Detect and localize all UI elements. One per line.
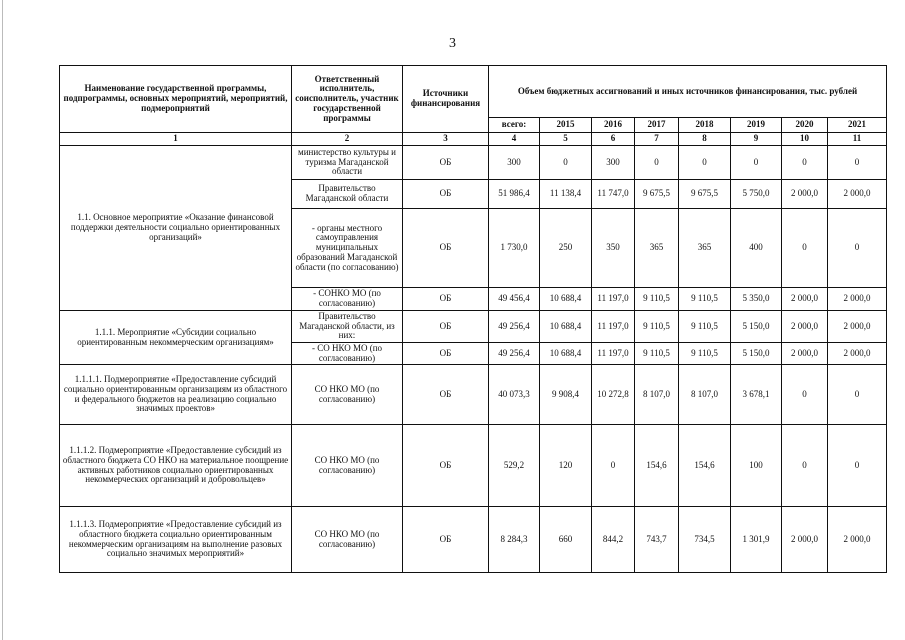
value-cell: 120	[540, 425, 592, 507]
column-number: 4	[489, 133, 540, 146]
value-cell: 0	[731, 146, 782, 180]
value-cell: 300	[592, 146, 635, 180]
value-cell: 11 747,0	[592, 180, 635, 209]
value-cell: 0	[782, 146, 828, 180]
year-header: 2019	[731, 118, 782, 133]
year-header: 2015	[540, 118, 592, 133]
value-cell: 844,2	[592, 507, 635, 573]
value-cell: 11 197,0	[592, 343, 635, 365]
value-cell: 300	[489, 146, 540, 180]
value-cell: 9 110,5	[679, 343, 731, 365]
value-cell: 11 138,4	[540, 180, 592, 209]
year-header: 2017	[635, 118, 679, 133]
value-cell: 2 000,0	[828, 507, 887, 573]
year-header: 2018	[679, 118, 731, 133]
executor-cell: министерство культуры и туризма Магаданской области	[292, 146, 403, 180]
value-cell: 8 107,0	[679, 365, 731, 425]
table-row	[60, 146, 887, 180]
value-cell: 250	[540, 209, 592, 288]
value-cell: 154,6	[679, 425, 731, 507]
value-cell: 9 110,5	[635, 288, 679, 311]
value-cell: 0	[782, 209, 828, 288]
value-cell: 154,6	[635, 425, 679, 507]
table-row	[60, 507, 887, 573]
budget-table	[59, 65, 887, 573]
value-cell: 743,7	[635, 507, 679, 573]
year-header: 2016	[592, 118, 635, 133]
value-cell: 10 688,4	[540, 288, 592, 311]
value-cell: 9 675,5	[679, 180, 731, 209]
table-row	[60, 365, 887, 425]
source-cell: ОБ	[403, 425, 489, 507]
column-number: 2	[292, 133, 403, 146]
header-source: Источники финансирования	[403, 66, 489, 133]
value-cell: 10 272,8	[592, 365, 635, 425]
executor-cell: Правительство Магаданской области	[292, 180, 403, 209]
year-header: всего:	[489, 118, 540, 133]
source-cell: ОБ	[403, 209, 489, 288]
program-name-cell: 1.1. Основное мероприятие «Оказание финансовой поддержки деятельности социально ориентированных организаций»	[60, 146, 292, 311]
value-cell: 2 000,0	[828, 288, 887, 311]
value-cell: 660	[540, 507, 592, 573]
executor-cell: - СОНКО МО (по согласованию)	[292, 288, 403, 311]
source-cell: ОБ	[403, 146, 489, 180]
value-cell: 9 908,4	[540, 365, 592, 425]
header-executor: Ответственный исполнитель, соисполнитель, участник государственной программы	[292, 66, 403, 133]
column-number: 3	[403, 133, 489, 146]
source-cell: ОБ	[403, 343, 489, 365]
value-cell: 0	[828, 365, 887, 425]
value-cell: 9 110,5	[679, 311, 731, 343]
executor-cell: СО НКО МО (по согласованию)	[292, 425, 403, 507]
year-header: 2020	[782, 118, 828, 133]
value-cell: 0	[828, 146, 887, 180]
value-cell: 49 256,4	[489, 343, 540, 365]
value-cell: 2 000,0	[782, 311, 828, 343]
value-cell: 2 000,0	[782, 507, 828, 573]
value-cell: 734,5	[679, 507, 731, 573]
source-cell: ОБ	[403, 180, 489, 209]
value-cell: 8 284,3	[489, 507, 540, 573]
value-cell: 2 000,0	[782, 288, 828, 311]
value-cell: 5 150,0	[731, 343, 782, 365]
value-cell: 100	[731, 425, 782, 507]
value-cell: 3 678,1	[731, 365, 782, 425]
value-cell: 0	[828, 209, 887, 288]
executor-cell: СО НКО МО (по согласованию)	[292, 365, 403, 425]
value-cell: 8 107,0	[635, 365, 679, 425]
value-cell: 49 256,4	[489, 311, 540, 343]
value-cell: 5 750,0	[731, 180, 782, 209]
source-cell: ОБ	[403, 365, 489, 425]
value-cell: 0	[828, 425, 887, 507]
value-cell: 1 730,0	[489, 209, 540, 288]
header-program: Наименование государственной программы, подпрограммы, основных мероприятий, мероприятий, подмероприятий	[60, 66, 292, 133]
program-name-cell: 1.1.1.3. Подмероприятие «Предоставление субсидий из областного бюджета социально ориентированным некоммерческим организациям на выполнение разовых социально значимых мероприятий»	[60, 507, 292, 573]
value-cell: 2 000,0	[828, 180, 887, 209]
value-cell: 0	[679, 146, 731, 180]
column-number: 8	[679, 133, 731, 146]
executor-cell: - органы местного самоуправления муниципальных образований Магаданской области (по согласованию)	[292, 209, 403, 288]
value-cell: 2 000,0	[782, 180, 828, 209]
value-cell: 5 350,0	[731, 288, 782, 311]
value-cell: 49 456,4	[489, 288, 540, 311]
value-cell: 11 197,0	[592, 311, 635, 343]
value-cell: 0	[782, 425, 828, 507]
value-cell: 2 000,0	[828, 311, 887, 343]
scan-edge-line	[2, 0, 3, 640]
value-cell: 350	[592, 209, 635, 288]
header-budget: Объем бюджетных ассигнований и иных источников финансирования, тыс. рублей	[489, 66, 887, 118]
value-cell: 529,2	[489, 425, 540, 507]
column-number: 6	[592, 133, 635, 146]
value-cell: 9 110,5	[679, 288, 731, 311]
value-cell: 1 301,9	[731, 507, 782, 573]
column-number: 9	[731, 133, 782, 146]
value-cell: 40 073,3	[489, 365, 540, 425]
source-cell: ОБ	[403, 288, 489, 311]
table-row	[60, 425, 887, 507]
table-row	[60, 311, 887, 343]
column-number: 11	[828, 133, 887, 146]
value-cell: 9 110,5	[635, 311, 679, 343]
page-number: 3	[449, 36, 456, 51]
value-cell: 10 688,4	[540, 343, 592, 365]
value-cell: 2 000,0	[782, 343, 828, 365]
column-number: 5	[540, 133, 592, 146]
executor-cell: - СО НКО МО (по согласованию)	[292, 343, 403, 365]
column-number: 10	[782, 133, 828, 146]
value-cell: 9 675,5	[635, 180, 679, 209]
value-cell: 365	[635, 209, 679, 288]
column-number: 7	[635, 133, 679, 146]
value-cell: 365	[679, 209, 731, 288]
value-cell: 2 000,0	[828, 343, 887, 365]
value-cell: 10 688,4	[540, 311, 592, 343]
column-number: 1	[60, 133, 292, 146]
value-cell: 0	[540, 146, 592, 180]
source-cell: ОБ	[403, 311, 489, 343]
value-cell: 9 110,5	[635, 343, 679, 365]
value-cell: 0	[592, 425, 635, 507]
program-name-cell: 1.1.1.1. Подмероприятие «Предоставление субсидий социально ориентированным организациям из областного и федерального бюджетов на реализацию социально значимых проектов»	[60, 365, 292, 425]
program-name-cell: 1.1.1.2. Подмероприятие «Предоставление субсидий из областного бюджета СО НКО на материальное поощрение активных работников социально ориентированных некоммерческих организаций и добровольцев»	[60, 425, 292, 507]
value-cell: 5 150,0	[731, 311, 782, 343]
program-name-cell: 1.1.1. Мероприятие «Субсидии социально ориентированным некоммерческим организациям»	[60, 311, 292, 365]
value-cell: 400	[731, 209, 782, 288]
value-cell: 0	[782, 365, 828, 425]
executor-cell: СО НКО МО (по согласованию)	[292, 507, 403, 573]
executor-cell: Правительство Магаданской области, из них:	[292, 311, 403, 343]
value-cell: 0	[635, 146, 679, 180]
value-cell: 11 197,0	[592, 288, 635, 311]
year-header: 2021	[828, 118, 887, 133]
value-cell: 51 986,4	[489, 180, 540, 209]
source-cell: ОБ	[403, 507, 489, 573]
